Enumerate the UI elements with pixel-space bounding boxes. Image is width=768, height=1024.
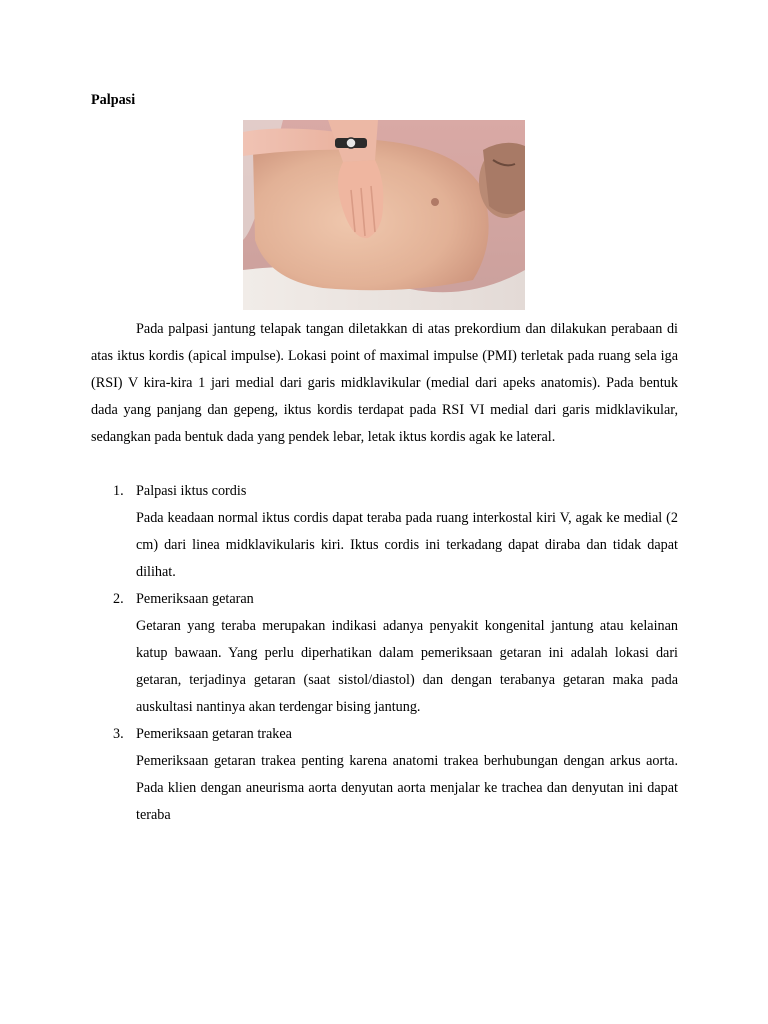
palpation-illustration [243, 120, 525, 310]
list-item-heading [91, 586, 678, 613]
list-item-body: Pada keadaan normal iktus cordis dapat teraba pada ruang interkostal kiri V, agak ke medial (2 cm) dari linea midklavikularis kiri. Iktus cordis ini terkadang dapat diraba dan tidak dapat dilihat. [136, 510, 678, 580]
list-item-heading [91, 478, 678, 505]
list-item-number: 3. [113, 726, 124, 742]
list-item-title: Palpasi iktus cordis [136, 483, 247, 499]
palpation-steps-list [91, 478, 678, 829]
list-item-body: Pemeriksaan getaran trakea penting karena anatomi trakea berhubungan dengan arkus aorta. Pada klien dengan aneurisma aorta denyutan aorta menjalar ke trachea dan denyutan ini dapat teraba [136, 753, 678, 823]
intro-paragraph: Pada palpasi jantung telapak tangan diletakkan di atas prekordium dan dilakukan perabaan di atas iktus kordis (apical impulse). Lokasi point of maximal impulse (PMI) terletak pada ruang sela iga (RSI) V kira-kira 1 jari medial dari garis midklavikular (medial dari apeks anatomis). Pada bentuk dada yang panjang dan gepeng, iktus kordis terdapat pada RSI VI medial dari garis midklavikular, sedangkan pada bentuk dada yang pendek lebar, letak iktus kordis agak ke lateral. [91, 321, 678, 445]
list-item-title: Pemeriksaan getaran [136, 591, 254, 607]
list-item-number: 1. [113, 483, 124, 499]
list-item [91, 721, 678, 829]
palpation-photo [243, 120, 525, 310]
list-item-heading [91, 721, 678, 748]
list-item-body: Getaran yang teraba merupakan indikasi adanya penyakit kongenital jantung atau kelainan katup bawaan. Yang perlu diperhatikan dalam pemeriksaan getaran ini adalah lokasi dari getaran, terjadinya getaran (saat sistol/diastol) dan dengan terabanya getaran maka pada auskultasi nantinya akan terdengar bising jantung. [136, 618, 678, 715]
list-item-title: Pemeriksaan getaran trakea [136, 726, 292, 742]
page-title: Palpasi [91, 92, 136, 108]
list-item [91, 586, 678, 721]
list-item-number: 2. [113, 591, 124, 607]
list-item [91, 478, 678, 586]
